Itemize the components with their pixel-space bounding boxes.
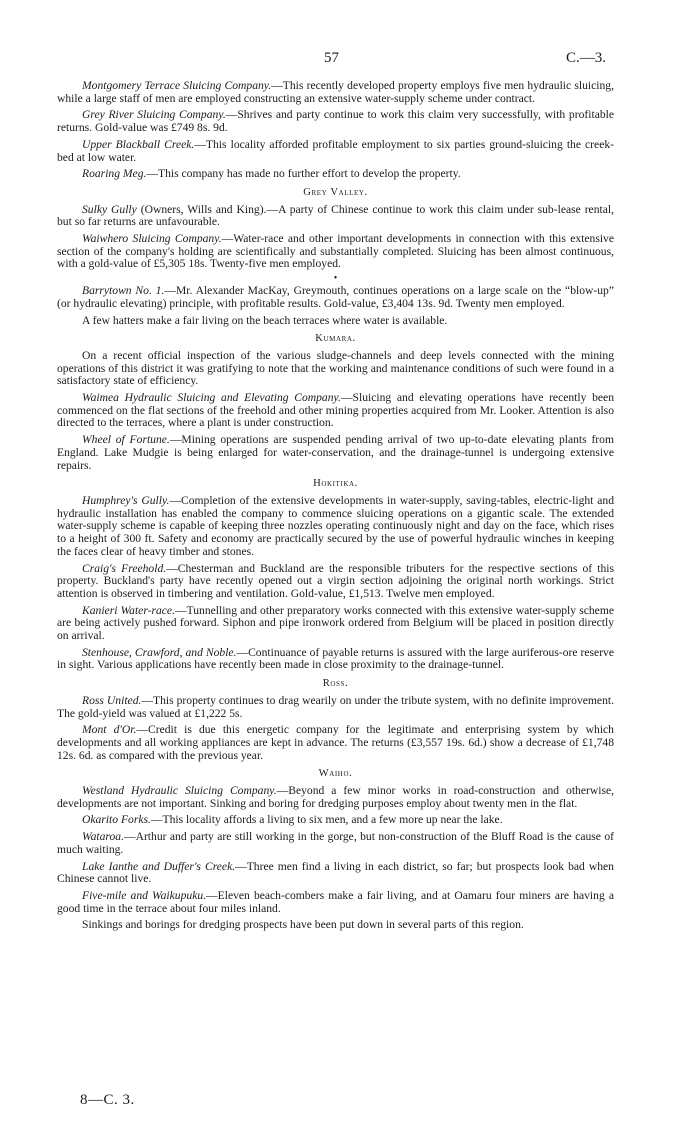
paragraph-text: —Sluicing and elevating operations have recently been commenced on the flat sections of the freehold and other mining properties acquired from Mr. Looker. Attention is also directed to the terraces, where a plant is under construction. <box>57 391 614 430</box>
paragraph <box>57 80 614 105</box>
paragraph-text: —Tunnelling and other preparatory works connected with this extensive water-supply scheme are being actively pushed forward. Siphon and pipe ironwork ordered from Belgium will be placed in position directly on arrival. <box>57 603 614 643</box>
paragraph-text: —This locality afforded profitable employment to six parties ground-sluicing the creek-bed at low water. <box>57 137 614 164</box>
paragraph-text: —Mining operations are suspended pending arrival of two up-to-date elevating plants from England. Lake Mudgie is being enlarged for water-conservation, and the drainage-tunnel is undergoing extensive repairs. <box>57 433 614 472</box>
paragraph <box>57 814 614 827</box>
paragraph-text: Sinkings and borings for dredging prospects have been put down in several parts of this region. <box>82 918 524 932</box>
paragraph <box>57 495 614 559</box>
document-body <box>57 80 614 936</box>
paragraph-title: Five-mile and Waikupuku. <box>82 888 207 902</box>
paragraph-title: Lake Ianthe and Duffer's Creek. <box>82 859 236 873</box>
paragraph-title: Westland Hydraulic Sluicing Company. <box>82 784 277 798</box>
paragraph <box>57 204 614 229</box>
paragraph <box>57 434 614 472</box>
paragraph <box>57 861 614 886</box>
paragraph <box>57 605 614 643</box>
paragraph-text: —Chesterman and Buckland are the responsible tributers for the respective sections of this property. Buckland's party have recently opened out a virgin section adjoining the original north workings. Strict attention is observed in timbering and ventilation. Gold-value, £1,513. Twelve men employed. <box>57 561 614 600</box>
paragraph-title: Okarito Forks. <box>82 813 151 827</box>
paragraph-text: (Owners, Wills and King).—A party of Chinese continue to work this claim under sub-lease rental, but so far returns are unfavourable. <box>57 202 614 229</box>
paragraph-title: Stenhouse, Crawford, and Noble. <box>82 645 237 659</box>
paragraph-title: Humphrey's Gully. <box>82 493 170 507</box>
paragraph-text: —Completion of the extensive developments in water-supply, saving-tables, electric-light and hydraulic installation has enabled the company to commence sluicing operations on a gigantic scale. The extended water-supply scheme is capable of keeping three nozzles operating continuously night and day on the face, which rises to a height of 300 ft. Safety and economy are practically secured by the use of powerful hydraulic winches in keeping the faces clear of heavy timber and stones. <box>57 493 615 558</box>
paragraph-text: A few hatters make a fair living on the beach terraces where water is available. <box>82 313 448 327</box>
paragraph <box>57 109 614 134</box>
paragraph-text: —This recently developed property employs five men hydraulic sluicing, while a large staff of men are employed constructing an extensive water-supply scheme under contract. <box>57 79 614 105</box>
paragraph <box>57 831 614 856</box>
paragraph-title: Ross United. <box>82 693 142 707</box>
paragraph-text: —Arthur and party are still working in the gorge, but non-construction of the Bluff Road is the cause of much waiting. <box>57 830 614 856</box>
paragraph <box>57 724 614 762</box>
paragraph <box>57 233 614 271</box>
paragraph-text: —This property continues to drag wearily on under the tribute system, with no definite improvement. The gold-yield was valued at £1,222 5s. <box>57 693 614 720</box>
paragraph <box>57 285 614 310</box>
paragraph-title: Roaring Meg. <box>82 167 147 181</box>
section-heading: Grey Valley. <box>303 186 368 198</box>
paragraph-text: On a recent official inspection of the various sludge-channels and deep levels connected with the mining operations of this district it was gratifying to note that the working and maintenance conditions of such were found in a satisfactory state of efficiency. <box>57 348 614 388</box>
paragraph-text: —Mr. Alexander MacKay, Greymouth, continues operations on a large scale on the “blow-up” (or hydraulic elevating) principle, with profitable results. Gold-value, £3,404 13s. 9d. Twenty men employed. <box>57 284 614 310</box>
paragraph <box>57 785 614 810</box>
paragraph-title: Upper Blackball Creek. <box>82 137 195 151</box>
page-signature: 8—C. 3. <box>80 1092 135 1108</box>
paragraph-text: —Water-race and other important developments in connection with this extensive section of the company's holding are scientifically and substantially completed. Sluicing has been almost continuous, with a gold-value of £5,305 18s. Twenty-five men employed. <box>57 232 615 271</box>
page-number: 57 <box>324 50 339 66</box>
paragraph <box>57 392 614 430</box>
paragraph-text: —Beyond a few minor works in road-construction and otherwise, developments are not important. Sinking and boring for dredging purposes employ about twenty men in the flat. <box>57 784 614 810</box>
paragraph-title: Kanieri Water-race. <box>82 603 175 617</box>
paragraph-title: Waiwhero Sluicing Company. <box>82 232 222 246</box>
paragraph-title: Waimea Hydraulic Sluicing and Elevating Company. <box>82 391 341 405</box>
paragraph-text: —Continuance of payable returns is assured with the large auriferous-ore reserve in sight. Various applications have recently been made in close proximity to the drainage-tunnel. <box>57 645 614 672</box>
paragraph <box>57 350 614 388</box>
paragraph-title: Sulky Gully <box>82 202 137 216</box>
paragraph-text: —Shrives and party continue to work this claim very successfully, with profitable returns. Gold-value was £749 8s. 9d. <box>57 108 614 135</box>
section-heading: Ross. <box>322 678 349 690</box>
paragraph-title: Mont d'Or. <box>82 723 137 737</box>
paragraph-text: —This company has made no further effort to develop the property. <box>146 167 461 181</box>
paragraph-title: Wataroa. <box>82 830 124 844</box>
paragraph <box>57 168 614 181</box>
paragraph <box>57 139 614 164</box>
paragraph <box>57 890 614 915</box>
paragraph <box>57 919 614 932</box>
paragraph-title: Montgomery Terrace Sluicing Company. <box>82 79 272 92</box>
separator-mark: • <box>333 273 338 285</box>
section-heading: Kumara. <box>315 333 356 345</box>
paragraph <box>57 315 614 328</box>
section-heading: Waiho. <box>318 768 353 780</box>
paragraph-text: —Three men find a living in each district, so far; but prospects look bad when Chinese cannot live. <box>57 859 614 886</box>
paragraph-text: —This locality affords a living to six men, and a few more up near the lake. <box>150 813 503 827</box>
page-reference: C.—3. <box>566 50 607 66</box>
paragraph <box>57 647 614 672</box>
paragraph-title: Grey River Sluicing Company. <box>82 108 226 122</box>
paragraph-title: Barrytown No. 1. <box>82 284 165 298</box>
paragraph-title: Wheel of Fortune. <box>82 433 170 447</box>
paragraph <box>57 695 614 720</box>
paragraph-text: —Credit is due this energetic company for the legitimate and enterprising system by which developments and all working appliances are kept in advance. The returns (£3,557 19s. 6d.) show a decrease of £1,748 12s. 6d. as compared with the previous year. <box>57 723 614 762</box>
paragraph-title: Craig's Freehold. <box>82 561 167 575</box>
paragraph <box>57 563 614 601</box>
paragraph-text: —Eleven beach-combers make a fair living, and at Oamaru four miners are having a good time in the terrace about four miles inland. <box>57 888 615 915</box>
section-heading: Hokitika. <box>313 478 358 490</box>
